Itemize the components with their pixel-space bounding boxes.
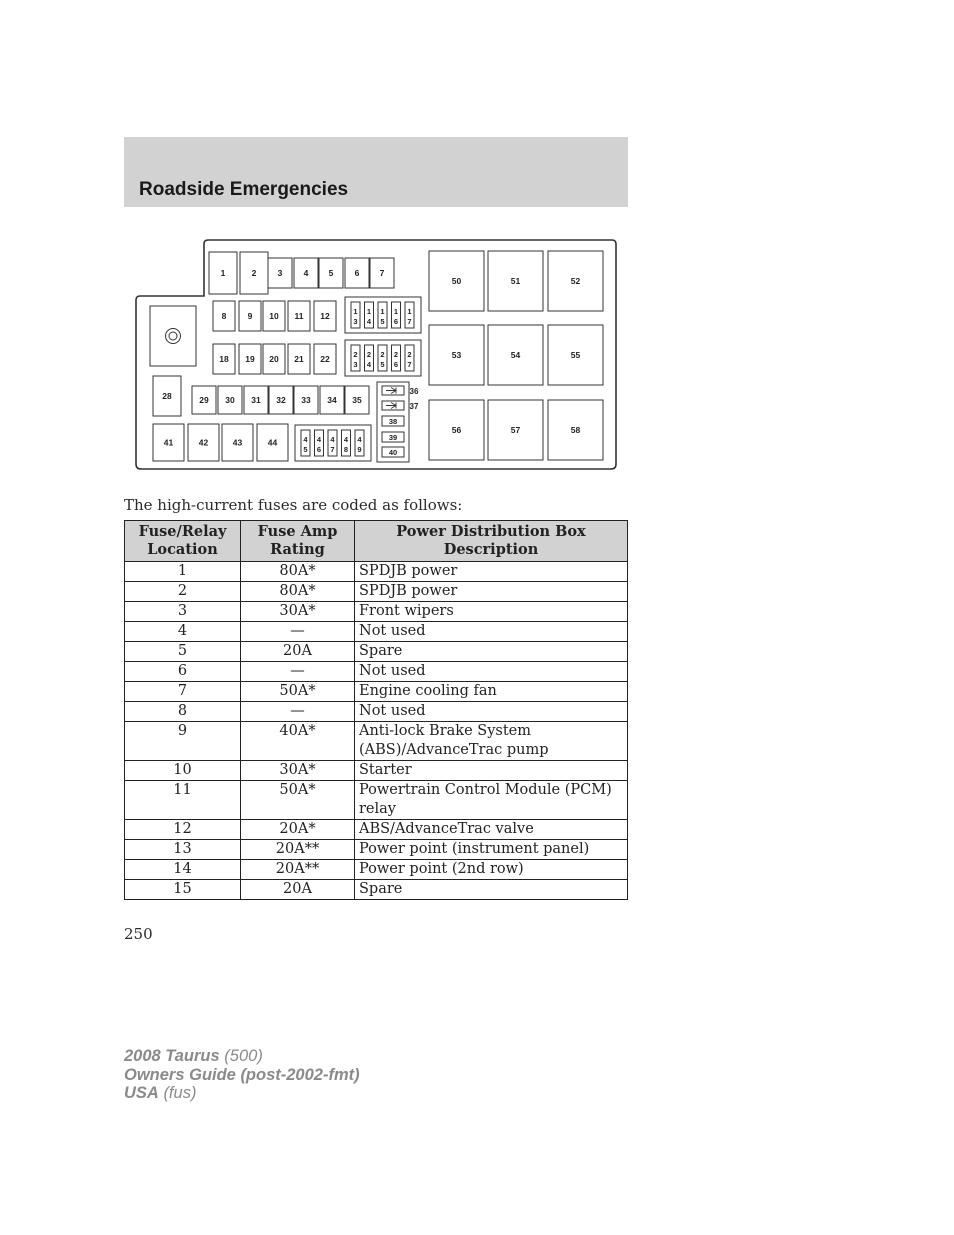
fuse-label: 7 bbox=[379, 268, 385, 278]
cell-location: 8 bbox=[125, 702, 241, 722]
mini-fuse-label-top: 4 bbox=[357, 435, 362, 444]
cell-location: 5 bbox=[125, 642, 241, 662]
cell-amp-rating: 80A* bbox=[241, 582, 355, 602]
cell-amp-rating: — bbox=[241, 622, 355, 642]
cell-description: ABS/AdvanceTrac valve bbox=[355, 820, 628, 840]
mini-fuse-label-top: 2 bbox=[380, 350, 385, 359]
relay-label: 54 bbox=[510, 350, 521, 360]
table-row bbox=[125, 662, 628, 682]
fuse-label: 34 bbox=[327, 395, 337, 405]
footer-market: USA bbox=[124, 1084, 159, 1102]
mini-fuse-label-bottom: 4 bbox=[366, 317, 372, 326]
cell-location: 9 bbox=[125, 722, 241, 761]
cell-location: 3 bbox=[125, 602, 241, 622]
relay-label: 52 bbox=[570, 276, 581, 286]
table-row bbox=[125, 682, 628, 702]
fuse-label: 11 bbox=[294, 311, 304, 321]
mini-fuse-label-bottom: 6 bbox=[393, 317, 399, 326]
cell-location: 13 bbox=[125, 840, 241, 860]
page-number: 250 bbox=[124, 925, 153, 943]
intro-text: The high-current fuses are coded as follows: bbox=[124, 496, 463, 514]
fuse-label: 42 bbox=[198, 437, 209, 448]
mini-fuse-label-bottom: 3 bbox=[353, 360, 358, 369]
fuse-label: 10 bbox=[269, 311, 279, 321]
fuse-label: 28 bbox=[162, 391, 172, 401]
cell-description: Anti-lock Brake System (ABS)/AdvanceTrac pump bbox=[355, 722, 628, 761]
cell-amp-rating: 50A* bbox=[241, 682, 355, 702]
relay-label: 58 bbox=[570, 425, 581, 435]
mini-fuse-label-top: 1 bbox=[407, 307, 412, 316]
table-row bbox=[125, 781, 628, 820]
mini-fuse-label-top: 2 bbox=[366, 350, 372, 359]
table-row bbox=[125, 602, 628, 622]
fuse-label: 31 bbox=[251, 395, 261, 405]
fuse-label: 2 bbox=[251, 268, 257, 278]
cell-description: Not used bbox=[355, 662, 628, 682]
table-header-row bbox=[125, 521, 628, 562]
fuse-label: 18 bbox=[219, 354, 229, 364]
table-row bbox=[125, 880, 628, 900]
mini-fuse-label-bottom: 8 bbox=[343, 445, 349, 454]
cell-location: 12 bbox=[125, 820, 241, 840]
mini-fuse-label-bottom: 9 bbox=[357, 445, 362, 454]
cell-amp-rating: 30A* bbox=[241, 761, 355, 781]
cell-description: SPDJB power bbox=[355, 562, 628, 582]
small-fuse-label: 38 bbox=[388, 417, 398, 426]
fuse-label: 5 bbox=[328, 268, 334, 278]
mini-fuse-label-top: 1 bbox=[366, 307, 372, 316]
table-row bbox=[125, 840, 628, 860]
mini-fuse-label-top: 1 bbox=[380, 307, 385, 316]
fuse-label: 20 bbox=[269, 354, 279, 364]
cell-description: Not used bbox=[355, 622, 628, 642]
mini-fuse-label-top: 2 bbox=[393, 350, 399, 359]
fuse-label: 1 bbox=[220, 268, 226, 278]
cell-amp-rating: 80A* bbox=[241, 562, 355, 582]
cell-description: Spare bbox=[355, 642, 628, 662]
fuse-label: 8 bbox=[221, 311, 227, 321]
mini-fuse-label-top: 4 bbox=[316, 435, 322, 444]
cell-description: Engine cooling fan bbox=[355, 682, 628, 702]
mini-fuse-label-bottom: 7 bbox=[407, 317, 412, 326]
fuse-label: 32 bbox=[276, 395, 286, 405]
cell-amp-rating: 30A* bbox=[241, 602, 355, 622]
fuse-box-svg bbox=[132, 236, 622, 476]
fuse-label: 22 bbox=[320, 354, 330, 364]
table-row bbox=[125, 642, 628, 662]
cell-location: 1 bbox=[125, 562, 241, 582]
cell-amp-rating: — bbox=[241, 702, 355, 722]
cell-description: Starter bbox=[355, 761, 628, 781]
table-row bbox=[125, 622, 628, 642]
mini-fuse-label-bottom: 5 bbox=[380, 317, 385, 326]
cell-amp-rating: 20A** bbox=[241, 840, 355, 860]
cell-location: 15 bbox=[125, 880, 241, 900]
cell-location: 7 bbox=[125, 682, 241, 702]
cell-amp-rating: 20A bbox=[241, 880, 355, 900]
mini-fuse-label-top: 4 bbox=[343, 435, 349, 444]
cell-amp-rating: 40A* bbox=[241, 722, 355, 761]
fuse-label: 3 bbox=[277, 268, 283, 278]
mini-fuse-label-top: 1 bbox=[393, 307, 399, 316]
table-row bbox=[125, 820, 628, 840]
fuse-label: 6 bbox=[354, 268, 360, 278]
small-fuse-label: 39 bbox=[388, 433, 398, 442]
mini-fuse-label-top: 4 bbox=[330, 435, 335, 444]
fuse-label: 35 bbox=[352, 395, 362, 405]
fuse-label: 4 bbox=[303, 268, 309, 278]
cell-description: Power point (2nd row) bbox=[355, 860, 628, 880]
cell-location: 2 bbox=[125, 582, 241, 602]
small-fuse-label: 40 bbox=[388, 448, 398, 457]
diode-label: 36 bbox=[409, 387, 419, 396]
fuse-label: 41 bbox=[163, 437, 174, 448]
fuse-label: 43 bbox=[232, 437, 243, 448]
mini-fuse-label-bottom: 3 bbox=[353, 317, 358, 326]
mini-fuse-label-top: 4 bbox=[303, 435, 308, 444]
section-header-band bbox=[124, 137, 628, 207]
cell-description: Front wipers bbox=[355, 602, 628, 622]
relay-label: 55 bbox=[570, 350, 581, 360]
cell-location: 14 bbox=[125, 860, 241, 880]
fuse-box-diagram bbox=[132, 236, 622, 476]
cell-amp-rating: 20A* bbox=[241, 820, 355, 840]
mini-fuse-label-bottom: 4 bbox=[366, 360, 372, 369]
mini-fuse-label-top: 2 bbox=[353, 350, 358, 359]
footer-market-code: (fus) bbox=[163, 1084, 197, 1102]
cell-amp-rating: 20A** bbox=[241, 860, 355, 880]
cell-location: 6 bbox=[125, 662, 241, 682]
mini-fuse-label-bottom: 7 bbox=[407, 360, 412, 369]
mini-fuse-label-bottom: 7 bbox=[330, 445, 335, 454]
cell-description: Powertrain Control Module (PCM) relay bbox=[355, 781, 628, 820]
cell-description: Spare bbox=[355, 880, 628, 900]
fuse-label: 33 bbox=[301, 395, 311, 405]
relay-label: 50 bbox=[451, 276, 462, 286]
mini-fuse-label-bottom: 5 bbox=[303, 445, 308, 454]
fuse-label: 12 bbox=[320, 311, 330, 321]
cell-location: 10 bbox=[125, 761, 241, 781]
footer-guide: Owners Guide (post-2002-fmt) bbox=[124, 1065, 360, 1084]
fuse-label: 21 bbox=[294, 354, 304, 364]
diode-label: 37 bbox=[409, 402, 419, 411]
section-title: Roadside Emergencies bbox=[139, 179, 349, 200]
mini-fuse-label-top: 2 bbox=[407, 350, 412, 359]
fuse-label: 9 bbox=[247, 311, 253, 321]
mini-fuse-label-top: 1 bbox=[353, 307, 358, 316]
table-row bbox=[125, 860, 628, 880]
cell-amp-rating: 50A* bbox=[241, 781, 355, 820]
table-row bbox=[125, 722, 628, 761]
footer-model: 2008 Taurus bbox=[124, 1047, 220, 1065]
footer-model-code: (500) bbox=[224, 1047, 263, 1065]
header-description: Power Distribution Box Description bbox=[355, 521, 628, 562]
bolt-connector bbox=[150, 306, 196, 366]
table-row bbox=[125, 761, 628, 781]
relay-label: 56 bbox=[451, 425, 462, 435]
table-row bbox=[125, 562, 628, 582]
cell-description: Not used bbox=[355, 702, 628, 722]
header-location: Fuse/Relay Location bbox=[125, 521, 241, 562]
relay-label: 53 bbox=[451, 350, 462, 360]
fuse-label: 44 bbox=[267, 437, 278, 448]
mini-fuse-label-bottom: 6 bbox=[316, 445, 322, 454]
fuse-table bbox=[124, 520, 628, 900]
cell-description: Power point (instrument panel) bbox=[355, 840, 628, 860]
relay-label: 57 bbox=[510, 425, 521, 435]
relay-label: 51 bbox=[510, 276, 521, 286]
cell-amp-rating: 20A bbox=[241, 642, 355, 662]
header-amp-rating: Fuse Amp Rating bbox=[241, 521, 355, 562]
table-row bbox=[125, 702, 628, 722]
mini-fuse-label-bottom: 6 bbox=[393, 360, 399, 369]
mini-fuse-label-bottom: 5 bbox=[380, 360, 385, 369]
cell-amp-rating: — bbox=[241, 662, 355, 682]
fuse-label: 19 bbox=[245, 354, 255, 364]
footer-info bbox=[124, 1047, 360, 1103]
cell-location: 11 bbox=[125, 781, 241, 820]
fuse-label: 29 bbox=[199, 395, 209, 405]
fuse-label: 30 bbox=[225, 395, 235, 405]
table-row bbox=[125, 582, 628, 602]
cell-location: 4 bbox=[125, 622, 241, 642]
cell-description: SPDJB power bbox=[355, 582, 628, 602]
